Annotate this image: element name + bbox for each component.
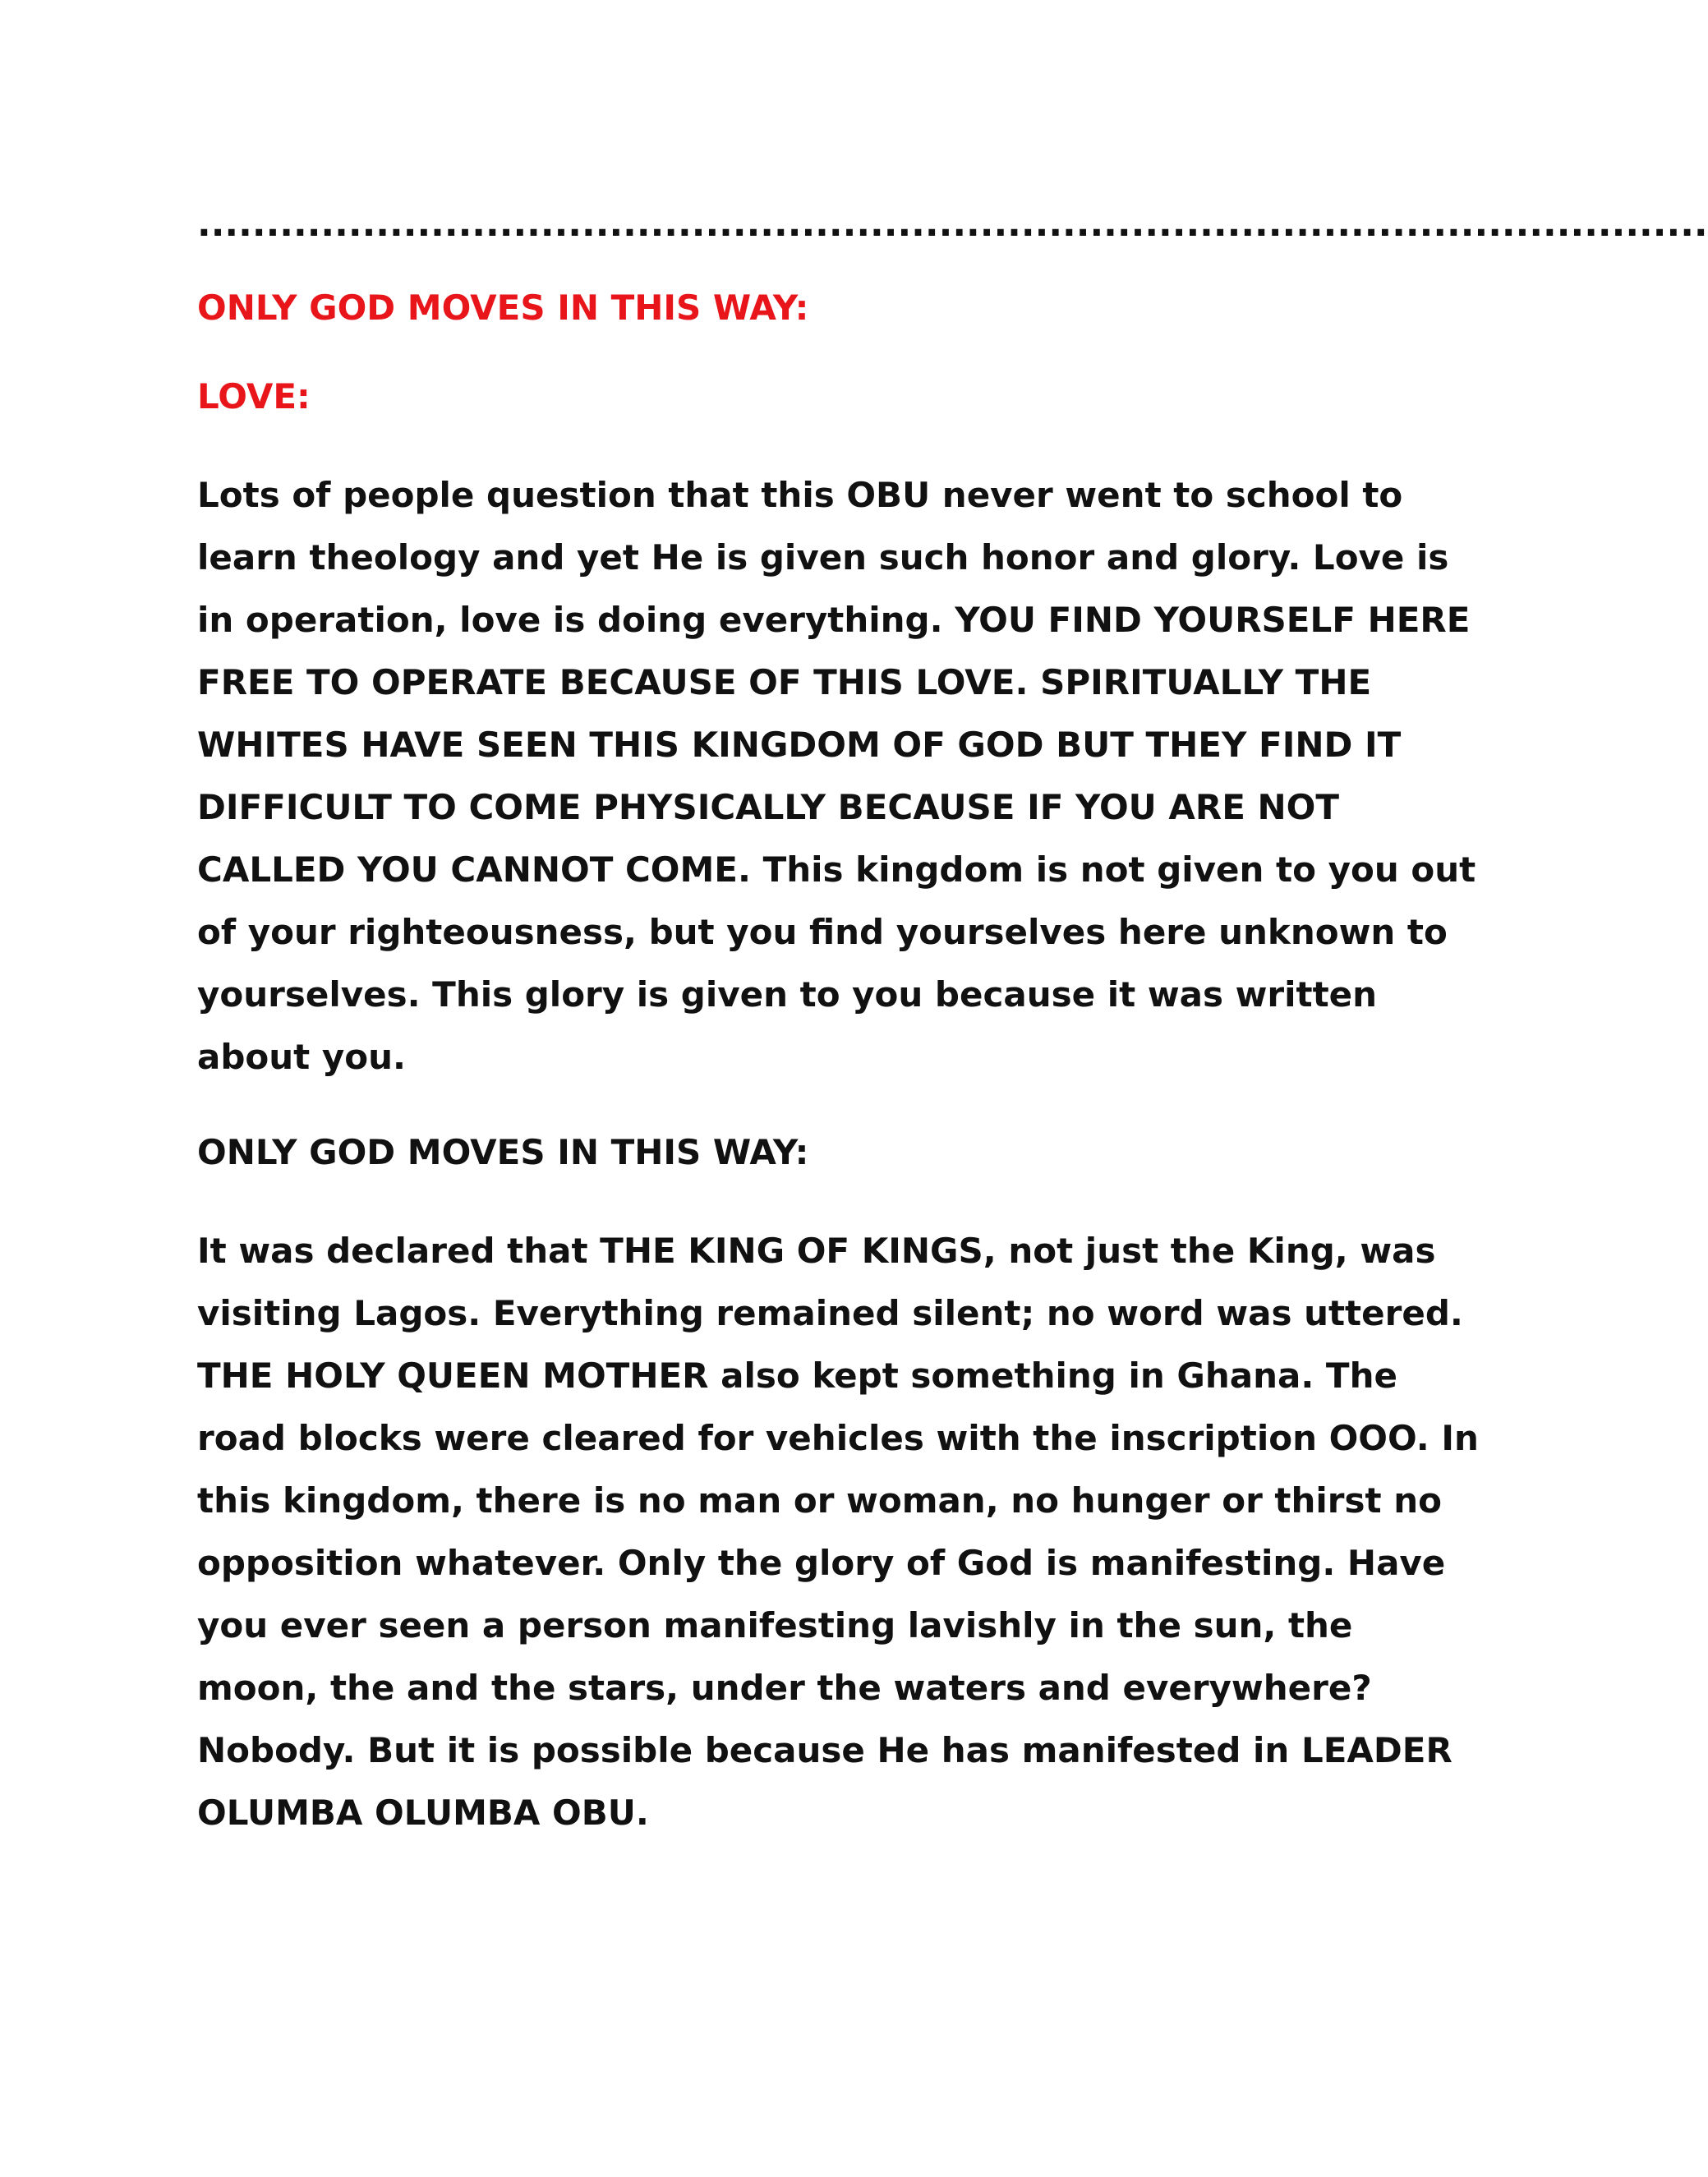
document-body [197,200,1708,1844]
paragraph-king-of-kings: It was declared that THE KING OF KINGS, not just the King, was visiting Lagos. Everything remained silent; no word was uttered. THE HOLY QUEEN MOTHER also kept something in Ghana. The road blocks were cleared for vehicles with the inscription OOO. In this kingdom, there is no man or woman, no hunger or thirst no opposition whatever. Only the glory of God is manifesting. Have you ever seen a person manifesting lavishly in the sun, the moon, the and the stars, under the waters and everywhere? Nobody. But it is possible because He has manifested in LEADER OLUMBA OLUMBA OBU. [197,1231,1479,1833]
heading-second: ONLY GOD MOVES IN THIS WAY: [197,1132,809,1172]
heading-love: LOVE: [197,376,311,417]
heading-main: ONLY GOD MOVES IN THIS WAY: [197,288,809,328]
dotted-separator: .............................................................................................................. [197,203,1708,245]
paragraph-love: Lots of people question that this OBU never went to school to learn theology and yet He is given such honor and glory. Love is in operation, love is doing everything. YOU FIND YOURSELF HERE FREE TO OPERATE BECAUSE OF THIS LOVE. SPIRITUALLY THE WHITES HAVE SEEN THIS KINGDOM OF GOD BUT THEY FIND IT DIFFICULT TO COME PHYSICALLY BECAUSE IF YOU ARE NOT CALLED YOU CANNOT COME. This kingdom is not given to you out of your righteousness, but you find yourselves here unknown to yourselves. This glory is given to you because it was written about you. [197,475,1476,1077]
